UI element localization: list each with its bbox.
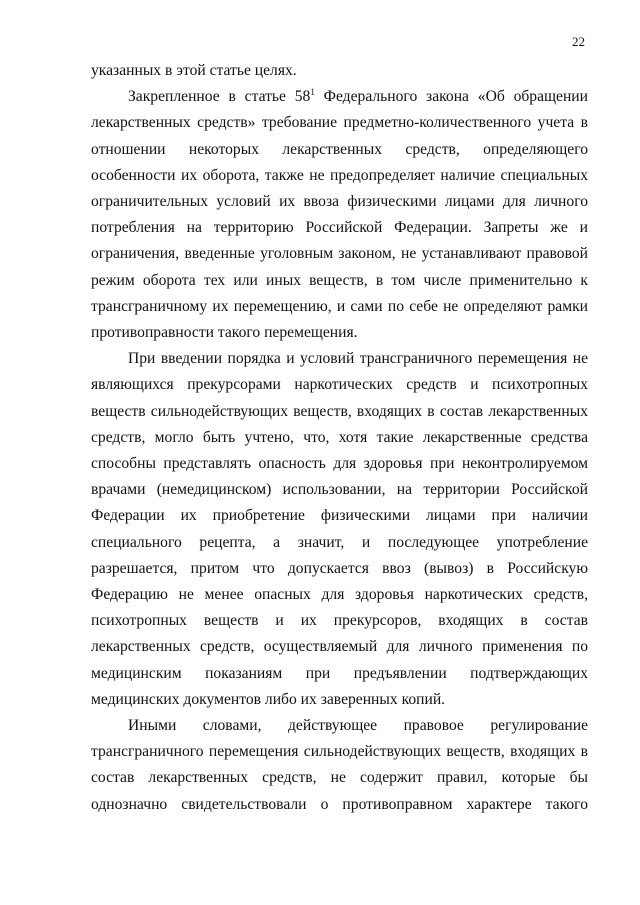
paragraph-text-rest: Федерального закона «Об обращении лекарственных средств» требование предметно-количественного учета в отношении некоторых лекарственных средств, определяющего особенности их оборота, также не предопределяет наличие специальных ограничительных условий их ввоза физическими лицами для личного потребления на территорию Российской Федерации. Запреты же и ограничения, введенные уголовным законом, не устанавливают правовой режим оборота тех или иных веществ, в том числе применительно к трансграничному их перемещению, и сами по себе не определяют рамки противоправности такого перемещения. [91, 88, 588, 342]
paragraph-continuation: указанных в этой статье целях. [91, 62, 297, 79]
paragraph-cross-border-movement: При введении порядка и условий трансграничного перемещения не являющихся прекурсорами наркотических средств и психотропных веществ сильнодействующих веществ, входящих в состав лекарственных средств, могло быть учтено, что, хотя такие лекарственные средства способны представлять опасность для здоровья при неконтролируемом врачами (немедицинском) использовании, на территории Российской Федерации их приобретение физическими лицами при наличии специального рецепта, а значит, и последующее употребление разрешается, притом что допускается ввоз (вывоз) в Российскую Федерацию не менее опасных для здоровья наркотических средств, психотропных веществ и их прекурсоров, входящих в состав лекарственных средств, осуществляемый для личного применения по медицинским показаниям при предъявлении подтверждающих медицинских документов либо их заверенных копий. [91, 350, 588, 708]
body-text [91, 58, 588, 818]
footnote-superscript: 1 [310, 87, 315, 98]
paragraph-text-start: Закрепленное в статье 58 [128, 88, 311, 106]
paragraph-article-58 [91, 84, 588, 346]
page-number: 22 [572, 34, 585, 49]
paragraph-in-other-words: Иными словами, действующее правовое регулирование трансграничного перемещения сильнодействующих веществ, входящих в состав лекарственных средств, не содержит правил, которые бы однозначно свидетельствовали о противоправном характере такого [91, 717, 588, 813]
